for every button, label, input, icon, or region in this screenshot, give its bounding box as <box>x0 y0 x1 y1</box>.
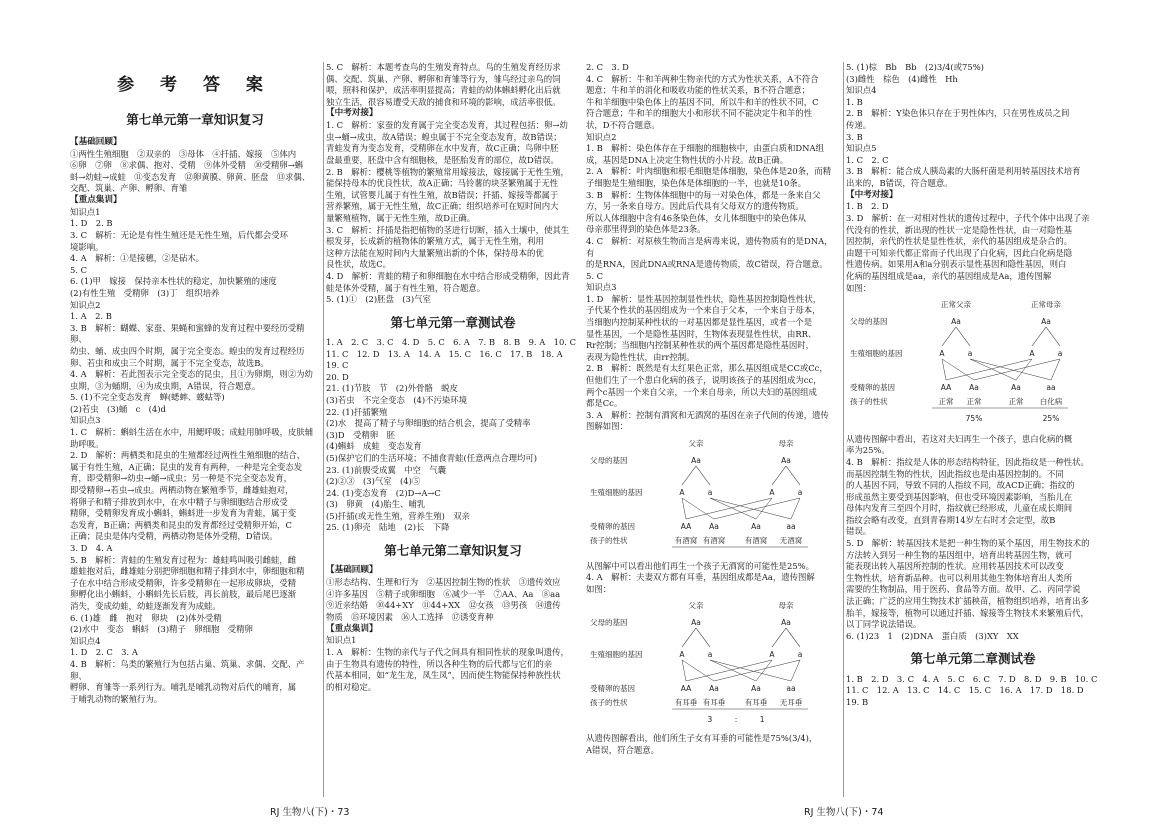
arrow-line <box>682 466 696 485</box>
answer-line: 图解如图： <box>586 421 628 432</box>
answer-line: 2. B 解析：樱桃等植物的繁殖常用嫁接法，嫁接属于无性生殖， <box>326 166 569 177</box>
answer-line: ⑥卵 ⑦卵 ⑧求偶、抱对、受精 ⑨体外受精 ⑩受精卵→蝌 <box>70 160 304 171</box>
probability-label: 75% <box>965 414 983 424</box>
answer-line: 由于生物具有遗传的特性，所以各种生物的后代都与它们的亲 <box>326 658 553 669</box>
answer-lines <box>586 561 840 596</box>
gamete-genotype: A <box>679 650 685 660</box>
row-label: 父母的基因 <box>850 317 888 327</box>
answer-line: 能表现出转入基因所控制的性状。应用转基因技术可以改变 <box>846 561 1064 572</box>
gamete-genotype: a <box>707 650 713 660</box>
knowledge-point-label: 知识点2 <box>70 299 101 310</box>
answer-line: 24. (1)变态发育 (2)D→A→C <box>326 487 441 498</box>
zygote-genotype: Aa <box>969 383 979 393</box>
answer-line: 率为25%。 <box>846 445 890 456</box>
answer-line: 属于有性生殖，A正确；昆虫的发育有两种，一种是完全变态发 <box>70 461 303 472</box>
father-label: 父亲 <box>688 601 704 611</box>
answer-line: ④许多基因 ⑤精子或卵细胞 ⑥减少一半 ⑦AA、Aa ⑧aa <box>326 588 561 599</box>
answer-line: Rr控制；当细胞内控制某种性状的两个基因都是隐性基因时， <box>586 340 815 351</box>
child-trait: 有耳垂 <box>674 698 698 708</box>
zygote-genotype: Aa <box>751 684 761 694</box>
arrow-line <box>786 628 800 647</box>
arrow-line <box>970 359 1016 380</box>
answer-line: 所以人体细胞中含有46条染色体，女儿体细胞中的染色体从 <box>586 212 807 223</box>
answer-line: (2)②③ (3)气室 (4)⑤ <box>326 476 421 487</box>
child-trait: 有耳垂 <box>702 698 726 708</box>
answer-line: 3. A 解析：控制有酒窝和无酒窝的基因在亲子代间的传递，遗传 <box>586 409 829 420</box>
zygote-genotype: AA <box>680 684 692 694</box>
mother-genotype: Aa <box>1041 317 1051 327</box>
test-title: 第七单元第一章测试卷 <box>390 314 516 330</box>
answer-line: 成，基因是DNA上决定生物性状的小片段。故B正确。 <box>586 154 789 165</box>
knowledge-point-label: 知识点4 <box>70 635 101 646</box>
answer-line: 而基因控制生物的性状，因此指纹也是由基因控制的。不同 <box>846 468 1064 479</box>
answer-line: 5. C <box>586 270 604 281</box>
subsection-header: 【中考对接】 <box>846 189 898 200</box>
answer-line: 1. B 2. D <box>846 201 889 212</box>
answer-lines <box>326 62 580 306</box>
answer-line: 4. D 解析：青蛙的精子和卵细胞在水中结合形成受精卵，因此青 <box>326 270 570 281</box>
answer-line: 需要的生物制品，用于医药、食品等方面。故甲、乙、丙同学说 <box>846 584 1081 595</box>
answer-line: 两个c基因一个来自父亲，一个来自母亲，所以夫妇的基因组成 <box>586 386 817 397</box>
arrow-line <box>1046 327 1060 346</box>
answer-line: 1. C 解析：家蚕的发育属于完全变态发育，其过程包括：卵→幼 <box>326 120 568 131</box>
answer-lines <box>70 137 320 706</box>
zygote-genotype: Aa <box>1011 383 1021 393</box>
arrow-line <box>710 660 756 681</box>
answer-line: 喂，照料和保护，成活率明显提高；青蛙的幼体蝌蚪孵化出后就 <box>326 85 561 96</box>
answer-line: 卵孵化出小蝌蚪，小蝌蚪先长后肢，再长前肢，最后尾巴逐渐 <box>70 589 297 600</box>
gamete-genotype: a <box>797 488 803 497</box>
answer-line: 3. B <box>846 131 863 142</box>
answer-line: 独立生活，很容易遭受天敌的捕食和环境的影响，成活率很低。 <box>326 96 561 107</box>
answer-line: 这种方法能在短时间内大量繁殖出新的个体，保持母本的优 <box>326 247 544 258</box>
arrow-line <box>710 498 756 519</box>
arrow-line <box>772 628 786 647</box>
answer-lines <box>326 565 580 693</box>
answer-line: 3. B 解析：能合成人胰岛素的大肠杆菌是利用转基因技术培育 <box>846 166 1081 177</box>
answer-line: 符合题意；牛和羊的细胞大小和形状不同不能决定牛和羊的性 <box>586 108 813 119</box>
answer-line: 根发芽，长成新的植物体的繁殖方式，属于无性生殖，利用 <box>326 236 544 247</box>
answer-line: (2)水 提高了精子与卵细胞的结合机会，提高了受精率 <box>326 418 531 429</box>
answer-line: 5. (1)① (2)胚盘 (3)气室 <box>326 294 431 305</box>
father-genotype: Aa <box>691 456 701 465</box>
answer-line: 表现为隐性性状，由rr控制。 <box>586 351 695 362</box>
answer-line: 从图解中可以看出他们再生一个孩子无酒窝的可能性是25%。 <box>586 560 814 571</box>
answer-line: 幼虫、蛹、成虫四个时期，属于完全变态。蝗虫的发育过程经历 <box>70 345 305 356</box>
zygote-genotype: AA <box>940 383 952 393</box>
answer-line: 代基本相同，如“龙生龙，凤生凤”，因而使生物能保持种族性状 <box>326 670 561 681</box>
arrow-line <box>1032 327 1046 346</box>
arrow-line <box>682 498 686 519</box>
arrow-line <box>714 498 800 519</box>
answer-line: 1. A 2. B <box>70 311 112 322</box>
knowledge-point-label: 知识点2 <box>586 131 617 142</box>
answer-line: (4)蝌蚪 成蛙 变态发育 <box>326 441 422 452</box>
column-2 <box>326 62 580 693</box>
answer-line: ⑨近亲结婚 ⑩44+XY ⑪44+XX ⑫女孩 ⑬男孩 ⑭遗传 <box>326 600 561 611</box>
answer-line: 2. C 3. D <box>586 62 629 72</box>
answer-line: (3)若虫 不完全变态 (4)不污染环境 <box>326 394 467 405</box>
gamete-genotype: a <box>1057 349 1063 359</box>
child-trait: 白化病 <box>1039 397 1063 407</box>
answer-line: 2. B 解析：Y染色体只存在于男性体内，只在男性成员之间 <box>846 108 1070 119</box>
knowledge-point-label: 知识点3 <box>70 415 101 426</box>
answer-line: 青蛙发育为变态发育，受精卵在水中发育，故C正确；鸟卵中胚 <box>326 143 559 154</box>
answer-line: 态发育，B正确；两栖类和昆虫的发育都经过受精卵开始，C <box>70 519 292 530</box>
answer-line: 错误。 <box>846 526 872 537</box>
mother-label: 母亲 <box>778 601 794 611</box>
answer-line: (5)保护它们的生活环境；不捕食青蛙(任意两点合理均可) <box>326 452 538 463</box>
answer-line: 蛙是体外受精，属于有性生殖，符合题意。 <box>326 282 486 293</box>
answer-line: 1. C 解析：蝌蚪生活在水中，用鳃呼吸；成蛙用肺呼吸，皮肤辅 <box>70 427 314 438</box>
answer-line: 6. (1)甲 嫁接 保持亲本性状的稳定，加快繁殖的速度 <box>70 276 277 287</box>
answer-line: 因控制，亲代的性状是显性性状，亲代的基因组成是杂合的。 <box>846 236 1073 247</box>
mother-genotype: Aa <box>781 618 791 628</box>
row-label: 孩子的性状 <box>590 536 628 545</box>
answer-line: 5. C 解析：本题考查鸟的生殖发育特点。鸟的生殖发育经历求 <box>326 62 561 72</box>
answer-lines <box>586 733 840 756</box>
arrow-line <box>686 660 772 681</box>
subsection-header: 【基础回顾】 <box>70 136 122 147</box>
answer-line: 将卵子和精子排放到水中，在水中精子与卵细胞结合形成受 <box>70 496 288 507</box>
answer-line: 4. B 解析：鸟类的繁殖行为包括占巢、筑巢、求偶、交配、产卵、 <box>70 658 305 681</box>
child-trait: 有酒窝 <box>702 536 726 545</box>
answer-line: 交配、筑巢、产卵、孵卵、育雏 <box>70 183 188 194</box>
subsection-header: 【基础回顾】 <box>326 565 378 576</box>
answer-line: 方，另一条来自母方。因此后代具有父母双方的遗传物质。 <box>586 201 804 212</box>
answer-line: 化病的基因组成是aa，亲代的基因组成是Aa，遗传图解 <box>846 270 1052 281</box>
answer-line: 形成虽然主要受到基因影响，但也受环境因素影响，当胎儿在 <box>846 491 1073 502</box>
answer-line: 于哺乳动物的繁殖行为。 <box>70 693 163 704</box>
row-label: 生殖细胞的基因 <box>850 349 903 359</box>
answer-line: 5. (1)不完全变态发育 蝉(蟋蟀、蝼蛄等) <box>70 392 225 403</box>
answer-line: 1. D 解析：显性基因控制显性性状，隐性基因控制隐性性状， <box>586 293 822 304</box>
answer-line: 从遗传图解中看出，若这对夫妇再生一个孩子，患白化病的概 <box>846 433 1073 444</box>
father-genotype: Aa <box>691 618 701 628</box>
answer-line: 显性基因，一个是隐性基因时，生物体表现显性性状，由RR、 <box>586 328 817 339</box>
answer-line: 6. (1)23 1 (2)DNA 蛋白质 (3)XY XX <box>846 630 1019 641</box>
knowledge-point-label: 知识点1 <box>326 635 357 646</box>
answer-lines <box>326 337 580 534</box>
answer-line: 的是RNA，因此DNA或RNA是遗传物质，故C错误，符合题意。 <box>586 259 828 270</box>
knowledge-point-label: 知识点3 <box>586 282 617 293</box>
answer-line: 代没有的性状，新出现的性状一定是隐性性状，由一对隐性基 <box>846 224 1073 235</box>
child-trait: 有酒窝 <box>744 536 768 545</box>
answer-line: 21. (1)节肢 节 (2)外骨骼 蜕皮 <box>326 383 458 394</box>
arrow-line <box>696 466 710 485</box>
answer-line: 1. A 解析：生物的亲代与子代之间具有相同性状的现象叫遗传， <box>326 647 569 658</box>
column-1 <box>70 62 320 705</box>
answer-line: 卵、若虫和成虫三个时期，属于不完全变态，故选B。 <box>70 357 269 368</box>
row-label: 生殖细胞的基因 <box>590 488 643 497</box>
answer-line: 3. D 4. A <box>70 543 113 554</box>
answer-line: 5. D 解析：转基因技术是把一种生物的某个基因，用生物技术的 <box>846 538 1090 549</box>
answer-line: 物质 ⑮环境因素 ⑯人工选择 ⑰诱变育种 <box>326 611 494 622</box>
row-label: 父母的基因 <box>590 456 628 465</box>
answer-line: 雄蛙抱对后，雌雄蛙分别把卵细胞和精子排到水中，卵细胞和精 <box>70 566 305 577</box>
answer-line: 但他们生了一个患白化病的孩子，说明该孩子的基因组成为cc， <box>586 375 822 386</box>
answer-line: (2)若虫 (3)蛹 c (4)d <box>70 403 166 414</box>
answer-line: (5)扦插(或无性生殖，营养生殖) 双亲 <box>326 510 471 521</box>
arrow-line <box>710 660 791 681</box>
row-label: 受精卵的基因 <box>850 383 895 393</box>
subsection-header: 【重点集训】 <box>326 623 378 634</box>
genetic-diagram-albinism <box>846 297 1100 431</box>
answer-line: 当细胞内控制某种性状的一对基因都是显性基因，或者一个是 <box>586 317 813 328</box>
arrow-line <box>1051 359 1060 380</box>
arrow-line <box>956 327 970 346</box>
child-trait: 正常 <box>938 397 954 407</box>
mother-label: 母亲 <box>778 439 794 448</box>
arrow-line <box>791 660 800 681</box>
answer-line: 偶、交配、筑巢、产卵、孵卵和育雏等行为，雏鸟经过亲鸟的饲 <box>326 73 561 84</box>
answer-line: 子代某个性状的基因组成为一个来自于父本，一个来自于母本， <box>586 305 821 316</box>
answer-line: 的相对稳定。 <box>326 681 377 692</box>
answer-line: 2. D 解析：两栖类和昆虫的生殖都经过两性生殖细胞的结合， <box>70 450 306 461</box>
answer-line: 牛和羊细胞中染色体上的基因不同，所以牛和羊的性状不同，C <box>586 96 819 107</box>
answer-line: 助呼吸。 <box>70 438 104 449</box>
column-divider <box>323 62 324 797</box>
answer-line: (2)水中 变态 蝌蚪 (3)精子 卵细胞 受精卵 <box>70 624 253 635</box>
arrow-line <box>686 498 772 519</box>
answer-line: 4. B 解析：指纹是人体的形态结构特征，因此指纹是一种性状。 <box>846 456 1089 467</box>
page-footer: RJ 生物八(下)・74 <box>804 807 884 818</box>
arrow-line <box>714 660 800 681</box>
row-label: 孩子的性状 <box>850 397 888 407</box>
gamete-genotype: A <box>769 650 775 660</box>
arrow-line <box>974 359 1060 380</box>
knowledge-point-label: 知识点4 <box>846 85 877 96</box>
answer-line: A错误，符合题意。 <box>586 744 660 755</box>
gamete-genotype: a <box>797 650 803 660</box>
answer-line: 25. (1)卵壳 陆地 (2)长 下降 <box>326 522 450 533</box>
answer-line: 蚪→幼蛙→成蛙 ⑪变态发育 ⑫卵黄膜、卵黄、胚盘 ⑬求偶、 <box>70 171 311 182</box>
answer-line: 由题干可知亲代都正常而子代出现了白化病，因此白化病是隐 <box>846 247 1073 258</box>
answer-line: 精卵，受精卵发育成小蝌蚪，蝌蚪进一步发育为青蛙，属于变 <box>70 508 297 519</box>
answer-line: 虫→蛹→成虫，故A错误；蝗虫属于不完全变态发育，故B错误； <box>326 131 562 142</box>
arrow-line <box>710 498 791 519</box>
answer-line: 法正确；广泛的应用生物技术扩插秧苗，植物组织培养，培育出多 <box>846 596 1089 607</box>
answer-line: 良性状，故选C。 <box>326 259 392 270</box>
arrow-line <box>942 327 956 346</box>
child-trait: 有酒窝 <box>674 536 698 545</box>
answer-line: 生物性状，培育新品种。也可以利用其他生物体培育出人类所 <box>846 572 1073 583</box>
page-footer: RJ 生物八(下)・73 <box>270 807 350 818</box>
zygote-genotype: Aa <box>709 522 719 531</box>
answer-line: 都是Cc。 <box>586 398 623 409</box>
gamete-genotype: A <box>1029 349 1035 359</box>
answer-line: (3)雌性 棕色 (4)雌性 Hh <box>846 73 958 84</box>
answer-line: 1. C 2. C <box>846 154 889 165</box>
answer-line: 3. B 解析：生物体体细胞中的每一对染色体，都是一条来自父 <box>586 189 821 200</box>
answer-line: 1. A 2. C 3. C 4. D 5. C 6. A 7. B 8. B 9. A 10. C <box>326 336 577 347</box>
answer-line: 境影响。 <box>70 241 104 252</box>
answer-lines <box>846 674 1100 709</box>
mother-label: 正常母亲 <box>1031 300 1061 310</box>
answer-line: 量繁殖植物，属于无性生殖，故D正确。 <box>326 212 476 223</box>
answer-line: (2)有性生殖 受精卵 (3)丁 组织培养 <box>70 287 220 298</box>
genetic-diagram-earlobes <box>586 598 840 730</box>
answer-line: 以丁同学说法错误。 <box>846 619 922 630</box>
answer-line: 盘最重要，胚盘中含有细胞核，是胚胎发育的部位，故D错误。 <box>326 155 559 166</box>
arrow-line <box>942 359 946 380</box>
row-label: 孩子的性状 <box>590 698 628 708</box>
answer-line: 消失，变成幼蛙，幼蛙逐渐发育为成蛙。 <box>70 600 221 611</box>
gamete-genotype: A <box>769 488 775 497</box>
gamete-genotype: A <box>939 349 945 359</box>
zygote-genotype: Aa <box>751 522 761 531</box>
answer-line: 3. C 解析：扦插是指把植物的茎进行切断，插入土壤中，使其生 <box>326 224 570 235</box>
answer-lines <box>586 62 840 433</box>
answer-line: 的人基因不同，导致不同的人指纹不同，故ACD正确；指纹的 <box>846 480 1075 491</box>
answer-lines <box>846 434 1100 643</box>
answer-line: 指纹会略有改变，直到青春期14岁左右时才会定型，故B <box>846 514 1056 525</box>
answer-line: ①形态结构、生理和行为 ②基因控制生物的性状 ③遗传效应 <box>326 577 561 588</box>
gamete-genotype: a <box>967 349 973 359</box>
probability-label: 25% <box>1042 414 1060 424</box>
answer-line: 22. (1)扦插繁殖 <box>326 406 388 417</box>
main-title: 参 考 答 案 <box>117 75 273 95</box>
row-label: 生殖细胞的基因 <box>590 650 643 660</box>
answer-line: 2. B 解析：既然是有太红果色正常，那么基因组成是CC或Cc， <box>586 363 828 374</box>
zygote-genotype: Aa <box>709 684 719 694</box>
answer-line: 4. C 解析：牛和羊两种生物亲代的方式为性状关系，A不符合 <box>586 73 819 84</box>
mother-genotype: Aa <box>781 456 791 465</box>
child-trait: 无耳垂 <box>779 698 803 708</box>
answer-line: 育，即受精卵→幼虫→蛹→成虫；另一种是不完全变态发育， <box>70 473 293 484</box>
answer-line: 题意；牛和羊的消化和吸收功能的性状关系，B不符合题意； <box>586 85 810 96</box>
answer-line: 营养繁殖，属于无性生殖，故C正确；组织培养可在短时间内大 <box>326 201 559 212</box>
father-label: 正常父亲 <box>941 300 971 310</box>
arrow-line <box>682 660 686 681</box>
answer-line: 生殖，试管婴儿属于有性生殖，故B错误；扦插、嫁接等都属于 <box>326 189 559 200</box>
answer-line: 11. C 12. D 13. A 14. A 15. C 16. C 17. B 18. A 19. C <box>326 348 572 371</box>
answer-line: 3. B 解析：蝴蝶、家蚕、果蝇和蜜蜂的发育过程中要经历受精卵、 <box>70 322 305 345</box>
answer-line: 4. C 解析：对原核生物而言是病毒来说，遗传物质有的是DNA，有 <box>586 235 833 258</box>
arrow-line <box>970 359 1051 380</box>
column-4 <box>846 62 1100 708</box>
father-genotype: Aa <box>951 317 961 327</box>
subsection-header: 【重点集训】 <box>70 194 122 205</box>
phenotype-ratio: 3 : 1 <box>707 715 765 725</box>
genetic-diagram-dimples <box>586 436 840 558</box>
answer-line: ①两性生殖细胞 ②双亲的 ③母体 ④扦插、嫁接 ⑤体内 <box>70 148 297 159</box>
subsection-header: 【中考对接】 <box>326 108 378 119</box>
zygote-genotype: aa <box>1046 383 1056 393</box>
arrow-line <box>791 498 800 519</box>
test-title: 第七单元第二章测试卷 <box>910 651 1036 667</box>
answer-line: 5. B 解析：青蛙的生殖发育过程为：雄蛙鸣叫吸引雌蛙，雌 <box>70 554 297 565</box>
gamete-genotype: a <box>707 488 713 497</box>
child-trait: 正常 <box>1008 397 1024 407</box>
answer-line: 4. A 解析：①是接穗，②是砧木。 <box>70 253 204 264</box>
answer-line: 方法转入到另一种生物的基因组中，培育出转基因生物，就可 <box>846 549 1073 560</box>
answer-line: 胎羊，嫁接等，植物可以通过扦插、嫁接等生物技术来繁殖后代， <box>846 607 1089 618</box>
gamete-genotype: A <box>679 488 685 497</box>
knowledge-point-label: 知识点5 <box>846 143 877 154</box>
arrow-line <box>696 628 710 647</box>
answer-line: 出来的，B错误，符合题意。 <box>846 177 953 188</box>
answer-line: 5. C <box>70 264 88 275</box>
answer-line: (3)D 受精卵 胚 <box>326 429 395 440</box>
arrow-line <box>786 466 800 485</box>
answer-line: 子细胞是生殖细胞，染色体是体细胞的一半，也就是10条。 <box>586 177 807 188</box>
knowledge-point-label: 知识点1 <box>70 206 101 217</box>
answer-lines <box>846 62 1100 294</box>
answer-line: 传递。 <box>846 119 872 130</box>
arrow-line <box>772 466 786 485</box>
answer-line: (3) 卵黄 (4)胎生、哺乳 <box>326 499 426 510</box>
section-title: 第七单元第二章知识复习 <box>384 543 522 559</box>
answer-line: 4. A 解析：夫妻双方都有耳垂，基因组成都是Aa，遗传图解 <box>586 572 815 583</box>
section-title: 第七单元第一章知识复习 <box>126 112 264 128</box>
row-label: 父母的基因 <box>590 618 628 628</box>
child-trait: 有耳垂 <box>744 698 768 708</box>
answer-line: 1. B 解析：染色体存在于细胞的细胞核中，由蛋白质和DNA组 <box>586 143 824 154</box>
arrow-line <box>946 359 1032 380</box>
zygote-genotype: AA <box>680 522 692 531</box>
answer-line: 孵卵、育雏等一系列行为。哺乳是哺乳动物对后代的哺育，属 <box>70 682 297 693</box>
answer-line: 20. D <box>326 371 349 382</box>
answer-line: 即受精卵→若虫→成虫。两栖动物在繁殖季节，雌雄蛙抱对， <box>70 485 294 496</box>
answer-line: 母亲那里得到的染色体是23条。 <box>586 224 706 235</box>
column-divider <box>843 62 844 797</box>
answer-line: 3. C 解析：无论是有性生殖还是无性生殖，后代都会受环 <box>70 229 289 240</box>
answer-line: 从遗传图解看出，他们所生子女有耳垂的可能性是75%(3/4)， <box>586 732 818 743</box>
answer-line: 1. B <box>846 96 863 107</box>
answer-line: 5. (1)棕 Bb Bb (2)3/4(或75%) <box>846 62 984 72</box>
answer-line: 虫期，③为蛹期，④为成虫期，A错误，符合题意。 <box>70 380 261 391</box>
answer-line: 4. A 解析：若此图表示完全变态的昆虫，且①为卵期，则②为幼 <box>70 369 313 380</box>
answer-line: 性遗传病。如果用A和a分别表示显性基因和隐性基因，则白 <box>846 259 1067 270</box>
answer-line: 6. (1)雄 雌 抱对 卵块 (2)体外受精 <box>70 612 222 623</box>
answer-line: 子在水中结合形成受精卵，许多受精卵在一起形成卵块，受精 <box>70 577 297 588</box>
answer-line: 如图： <box>846 282 872 293</box>
answer-line: 能保持母本的优良性状，故A正确；马铃薯的块茎繁殖属于无性 <box>326 178 559 189</box>
row-label: 受精卵的基因 <box>590 522 635 531</box>
answer-line: 1. B 2. D 3. C 4. A 5. C 6. C 7. D 8. D 9. B 10. C <box>846 673 1098 684</box>
answer-line: 2. A 解析：叶肉细胞和根毛细胞是体细胞，染色体是20条，而精 <box>586 166 832 177</box>
answer-line: 1. D 2. B <box>70 218 113 229</box>
answer-line: 11. C 12. A 13. C 14. C 15. C 16. A 17. D 18. D 19. B <box>846 685 1093 707</box>
answer-line: 如图： <box>586 583 612 594</box>
answer-line: 母体内发育三至四个月时，指纹就已经形成，儿童在成长期间 <box>846 503 1073 514</box>
answer-line: 状，D不符合题意。 <box>586 119 660 130</box>
child-trait: 正常 <box>966 397 982 407</box>
arrow-line <box>682 628 696 647</box>
column-3 <box>586 62 840 756</box>
father-label: 父亲 <box>688 439 704 448</box>
child-trait: 无酒窝 <box>779 536 803 545</box>
zygote-genotype: aa <box>786 684 796 694</box>
answer-line: 3. D 解析：在一对相对性状的遗传过程中，子代个体中出现了亲 <box>846 212 1090 223</box>
answer-line: 23. (1)前腹受成翼 中空 气囊 <box>326 464 446 475</box>
answer-line: 1. D 2. C 3. A <box>70 647 138 658</box>
row-label: 受精卵的基因 <box>590 684 635 694</box>
answer-line: 正确；昆虫是体内受精，两栖动物是体外受精，D错误。 <box>70 531 278 542</box>
zygote-genotype: aa <box>786 522 796 531</box>
